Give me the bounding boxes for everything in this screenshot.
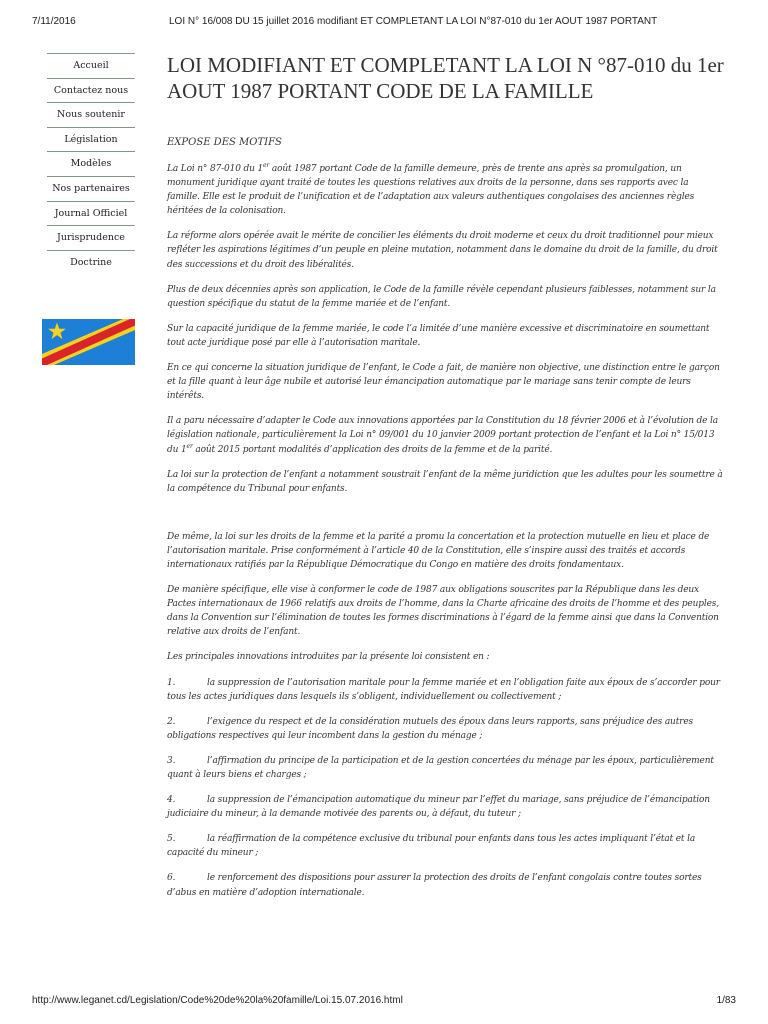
page-number: 1/83 [716, 995, 736, 1006]
list-item: 5. la réaffirmation de la compétence exclusive du tribunal pour enfants dans tous les actes impliquant l’état et la capacité du mineur ; [167, 834, 696, 859]
paragraph: Il a paru nécessaire d’adapter le Code aux innovations apportées par la Constitution du 18 février 2006 et à l’évolution de la législation nationale, particulièrement la Loi n° 09/001 du 10 janvier 2009 portant protection de l’enfant et la Loi n° 15/013 du 1er août 2015 portant modalités d’application des droits de la femme et de la parité. [167, 416, 718, 455]
list-item: 3. l’affirmation du principe de la participation et de la gestion concertées du ménage par les époux, particulièrement quant à leurs biens et charges ; [167, 755, 714, 780]
paragraph: La loi sur la protection de l’enfant a notamment soustrait l’enfant de la même juridiction que les adultes pour les soumettre à la compétence du Tribunal pour enfants. [167, 469, 723, 494]
paragraph: La réforme alors opérée avait le mérite de concilier les éléments du droit moderne et ceux du droit traditionnel pour mieux refléter les aspirations légitimes d’un peuple en pleine mutation, notamment dans le domaine du droit de la famille, du droit des successions et du droit des libéralités. [167, 231, 718, 270]
paragraph: En ce qui concerne la situation juridique de l’enfant, le Code a fait, de manière non objective, une distinction entre le garçon et la fille quant à leur âge nubile et autorisé leur émancipation automatique par le mariage sans tenir compte de leurs intérêts. [167, 363, 720, 402]
section-heading: EXPOSE DES MOTIFS [167, 137, 282, 148]
list-item: 2. l’exigence du respect et de la considération mutuels des époux dans leurs rapports, sans préjudice des autres obligations respectives qui leur incombent dans la gestion du ménage ; [167, 716, 693, 741]
sidebar-item-nos-partenaires[interactable]: Nos partenaires [47, 177, 135, 202]
list-item: 1. la suppression de l’autorisation maritale pour la femme mariée et en l’obligation faite aux époux de s’accorder pour tous les actes juridiques dans lesquels ils s’obligent, individuellement ou collectivement ; [167, 677, 720, 702]
print-url: http://www.leganet.cd/Legislation/Code%20de%20la%20famille/Loi.15.07.2016.html [32, 995, 403, 1006]
sidebar-item-modeles[interactable]: Modèles [47, 152, 135, 177]
list-item: 6. le renforcement des dispositions pour assurer la protection des droits de l’enfant congolais contre toutes sortes d’abus en matière d’adoption internationale. [167, 873, 702, 898]
paragraph: Plus de deux décennies après son application, le Code de la famille révèle cependant plusieurs faiblesses, notamment sur la question spécifique du statut de la femme mariée et de l’enfant. [167, 284, 716, 309]
drc-flag-icon [42, 319, 135, 365]
list-item: 4. la suppression de l’émancipation automatique du mineur par l’effet du mariage, sans préjudice de l’émancipation judiciaire du mineur, à la demande motivée des parents ou, à défaut, du tuteur ; [167, 795, 710, 820]
sidebar-nav [47, 53, 135, 274]
paragraph: Les principales innovations introduites par la présente loi consistent en : [167, 652, 490, 663]
print-footer [32, 995, 736, 1009]
print-date: 7/11/2016 [32, 16, 76, 27]
sidebar-item-journal-officiel[interactable]: Journal Officiel [47, 202, 135, 227]
sidebar-item-legislation[interactable]: Législation [47, 128, 135, 153]
print-header [32, 16, 736, 30]
main-content [167, 52, 724, 911]
sidebar-item-jurisprudence[interactable]: Jurisprudence [47, 226, 135, 251]
sidebar-item-contactez-nous[interactable]: Contactez nous [47, 79, 135, 104]
sidebar-item-nous-soutenir[interactable]: Nous soutenir [47, 103, 135, 128]
paragraph: Sur la capacité juridique de la femme mariée, le code l’a limitée d’une manière excessive et discriminatoire en soumettant tout acte juridique posé par elle à l’autorisation maritale. [167, 323, 710, 348]
paragraph: La Loi n° 87-010 du 1er août 1987 portant Code de la famille demeure, près de trente ans après sa promulgation, un monument juridique ayant traité de toutes les questions relatives aux droits de la personne, dans ses rapports avec la famille. Elle est le produit de l’unification et de l’adaptation aux valeurs authentiques congolaises des anciennes règles héritées de la colonisation. [167, 162, 695, 217]
sidebar-item-doctrine[interactable]: Doctrine [70, 256, 112, 268]
paragraph: De même, la loi sur les droits de la femme et la parité a promu la concertation et la protection mutuelle en lieu et place de l’autorisation maritale. Prise conformément à l’article 40 de la Constitution, elle s’inspire aussi des traités et accords internationaux ratifiés par la République Démocratique du Congo en matière des droits fondamentaux. [167, 531, 710, 570]
print-doc-title: LOI N° 16/008 DU 15 juillet 2016 modifiant ET COMPLETANT LA LOI N°87-010 du 1er AOUT 1987 PORTANT [169, 16, 658, 27]
sidebar-item-accueil[interactable]: Accueil [47, 53, 135, 79]
page-title: LOI MODIFIANT ET COMPLETANT LA LOI N °87-010 du 1er AOUT 1987 PORTANT CODE DE LA FAMILLE [167, 53, 724, 103]
paragraph: De manière spécifique, elle vise à conformer le code de 1987 aux obligations souscrites par la République dans les deux Pactes internationaux de 1966 relatifs aux droits de l’homme, dans la Charte africaine des droits de l’homme et des peuples, dans la Convention sur l’élimination de toutes les formes discriminations à l’égard de la femme ainsi que dans la Convention relative aux droits de l’enfant. [167, 585, 719, 638]
